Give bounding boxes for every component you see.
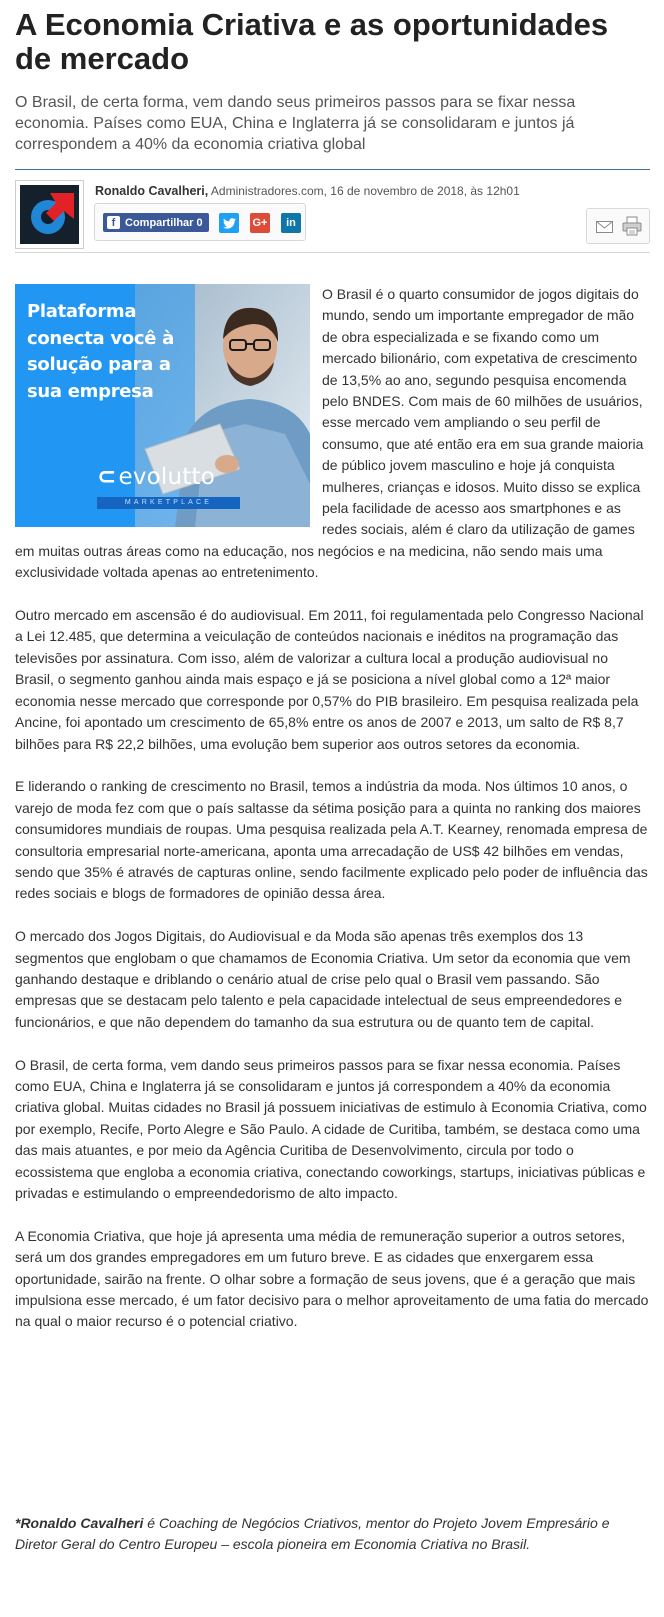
source-date: Administradores.com, 16 de novembro de 2018, às 12h01 bbox=[208, 184, 520, 198]
article-paragraph: O mercado dos Jogos Digitais, do Audiovisual e da Moda são apenas três exemplos dos 13 segmentos que englobam o que chamamos de Economia Criativa. Um setor da economia que vem ganhando destaque e driblando o cenário atual de crise pelo qual o Brasil vem passando. São empresas que se destacam pelo talento e pela capacidade intelectual de seus empreendedores e funcionários, e que não dependem do tamanho da sua estrutura ou de quanto tem de capital. bbox=[15, 928, 631, 1030]
byline-section bbox=[15, 170, 650, 252]
ad-brand-logo bbox=[97, 464, 215, 490]
facebook-icon: f bbox=[107, 216, 120, 229]
article-body bbox=[15, 284, 650, 1333]
twitter-icon bbox=[223, 218, 236, 229]
article-paragraph: O Brasil, de certa forma, vem dando seus primeiros passos para se fixar nessa economia. Países como EUA, China e Inglaterra já se consolidaram e juntos já correspondem a 40% da economia criativa global. Muitas cidades no Brasil já possuem iniciativas de estimulo à Economia Criativa, como por exemplo, Recife, Porto Alegre e São Paulo. A cidade de Curitiba, também, se destaca como uma das mais atuantes, e por meio da Agência Curitiba de Desenvolvimento, circula por todo o ecossistema que engloba a economia criativa, conectando coworkings, startups, iniciativas públicas e privadas e estimulando o empreendedorismo de alto impacto. bbox=[15, 1056, 647, 1201]
googleplus-share-button[interactable] bbox=[250, 213, 270, 233]
article-paragraph: O Brasil é o quarto consumidor de jogos digitais do mundo, sendo um importante empregador de mão de obra especializada e se fixando como um mercado bilionário, com expetativa de crescimento de 13,5% ao ano, segundo pesquisa encomenda pelo BNDES. Com mais de 60 milhões de usuários, esse mercado vem ampliando o seu perfil de consumo, que até então era em sua grande maioria de público jovem masculino e hoje já conquista mulheres, crianças e idosos. Muito disso se explica pela facilidade de acesso aos smartphones e as redes sociais, além é claro da utilização de games em muitas outras áreas como na educação, nos negócios e na medicina, não sendo mais uma exclusividade voltada apenas ao entretenimento. bbox=[15, 286, 644, 581]
ad-brand-name: evolutto bbox=[118, 464, 215, 490]
byline-divider bbox=[15, 252, 650, 253]
ad-headline: Plataforma conecta você à solução para a sua empresa bbox=[27, 301, 174, 402]
author-name[interactable]: Ronaldo Cavalheri, bbox=[95, 184, 209, 198]
byline bbox=[95, 184, 520, 198]
author-note bbox=[15, 1513, 650, 1556]
printer-icon[interactable] bbox=[622, 216, 642, 236]
article-title: A Economia Criativa e as oportunidades de mercado bbox=[15, 7, 609, 76]
logo-mark-icon bbox=[20, 185, 79, 244]
twitter-share-button[interactable] bbox=[219, 213, 239, 233]
evolutto-mark-icon: ⊂ bbox=[97, 464, 117, 490]
email-icon[interactable] bbox=[596, 221, 613, 233]
author-logo-image bbox=[20, 185, 79, 244]
share-bar bbox=[94, 203, 306, 241]
article-paragraph: E liderando o ranking de crescimento no Brasil, temos a indústria da moda. Nos últimos 10 anos, o varejo de moda fez com que o país saltasse da sétima posição para a quinta no ranking dos maiores consumidores mundiais de roupas. Uma pesquisa realizada pela A.T. Kearney, renomada empresa de consultoria empresarial norte-americana, aponta uma arrecadação de US$ 42 bilhões em vendas, sendo que 35% é através de capturas online, sendo facilmente explicado pelo poder de influência das redes sociais e blogs de formadores de opinião dessa área. bbox=[15, 778, 648, 902]
ad-brand-tag: MARKETPLACE bbox=[97, 497, 240, 509]
article-tools bbox=[586, 208, 650, 244]
article-paragraph: A Economia Criativa, que hoje já apresenta uma média de remuneração superior a outros setores, será um dos grandes empregadores em um futuro breve. E as cidades que enxergarem essa oportunidade, sairão na frente. O olhar sobre a formação de seus jovens, que é a geração que mais impulsiona esse mercado, é um fator decisivo para o melhor aproveitamento de uma fatia do mercado na qual o maior recurso é o potencial criativo. bbox=[15, 1227, 649, 1330]
facebook-share-button[interactable] bbox=[103, 213, 209, 232]
article-paragraph: Outro mercado em ascensão é do audiovisual. Em 2011, foi regulamentada pelo Congresso Nacional a Lei 12.485, que determina a veiculação de conteúdos nacionais e inéditos na programação das televisões por assinatura. Com isso, além de valorizar a cultura local a produção audiovisual no Brasil, o segmento ganhou ainda mais espaço e já se posiciona a nível global como a 12ª maior economia nesse mercado que corresponde por 0,57% do PIB brasileiro. Em pesquisa realizada pela Ancine, foi apontado um crescimento de 65,8% entre os anos de 2007 e 2013, um salto de R$ 8,7 bilhões para R$ 22,2 bilhões, uma evolução bem superior aos outros setores da economia. bbox=[15, 607, 644, 752]
author-avatar[interactable] bbox=[15, 180, 84, 249]
linkedin-share-button[interactable] bbox=[281, 213, 301, 233]
googleplus-icon: G+ bbox=[252, 217, 268, 229]
author-note-name: *Ronaldo Cavalheri bbox=[15, 1515, 144, 1531]
advertisement-banner[interactable] bbox=[15, 284, 310, 527]
author-note-text: é Coaching de Negócios Criativos, mentor do Projeto Jovem Empresário e Diretor Geral do Centro Europeu – escola pioneira em Economia Criativa no Brasil. bbox=[15, 1515, 610, 1553]
article-subtitle: O Brasil, de certa forma, vem dando seus primeiros passos para se fixar nessa economia. Países como EUA, China e Inglaterra já se consolidaram e juntos já correspondem a 40% da economia criativa global bbox=[15, 94, 576, 153]
linkedin-icon: in bbox=[286, 217, 296, 229]
facebook-share-label: Compartilhar bbox=[125, 216, 194, 229]
facebook-share-count: 0 bbox=[196, 216, 203, 229]
